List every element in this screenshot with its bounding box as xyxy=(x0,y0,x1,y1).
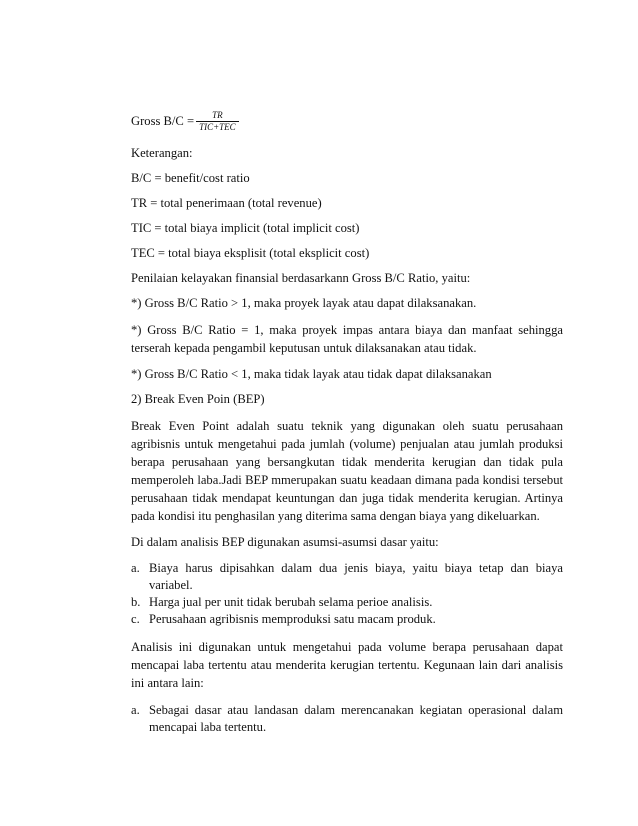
formula-label: Gross B/C = xyxy=(131,113,195,128)
bep-assumptions-list xyxy=(131,560,563,628)
bep-assumptions-intro: Di dalam analisis BEP digunakan asumsi-asumsi dasar yaitu: xyxy=(131,535,439,549)
definition-tic: TIC = total biaya implicit (total implicit cost) xyxy=(131,221,360,235)
list-item xyxy=(131,560,563,594)
definition-tec: TEC = total biaya eksplisit (total eksplicit cost) xyxy=(131,246,370,260)
gross-bc-formula xyxy=(131,106,563,136)
list-item-text: Biaya harus dipisahkan dalam dua jenis biaya, yaitu biaya tetap dan biaya variabel. xyxy=(149,561,563,592)
formula-numerator: TR xyxy=(212,109,223,120)
assessment-intro: Penilaian kelayakan finansial berdasarkann Gross B/C Ratio, yaitu: xyxy=(131,271,471,285)
list-marker: a. xyxy=(131,703,140,717)
bep-definition-paragraph: Break Even Point adalah suatu teknik yang digunakan oleh suatu perusahaan agribisnis untuk mengetahui pada jumlah (volume) penjualan atau jumlah produksi berapa perusahaan yang bersangkutan tidak menderita kerugian dan tidak pula memperoleh laba.Jadi BEP mmerupakan suatu keadaan dimana pada kondisi tersebut perusahaan tidak mendapat keuntungan dan juga tidak menderita kerugian. Artinya pada kondisi itu penghasilan yang diterima sama dengan biaya yang dikeluarkan. xyxy=(131,419,563,523)
list-marker: a. xyxy=(131,561,140,575)
definitions-heading: Keterangan: xyxy=(131,146,193,160)
list-item xyxy=(131,702,563,736)
list-item xyxy=(131,594,563,611)
definition-tr: TR = total penerimaan (total revenue) xyxy=(131,196,322,210)
list-marker: b. xyxy=(131,595,141,609)
bep-uses-paragraph: Analisis ini digunakan untuk mengetahui pada volume berapa perusahaan dapat mencapai laba tertentu atau menderita kerugian tertentu. Kegunaan lain dari analisis ini antara lain: xyxy=(131,640,563,690)
assessment-rule-equal: *) Gross B/C Ratio = 1, maka proyek impas antara biaya dan manfaat sehingga terserah kepada pengambil keputusan untuk dilaksanakan atau tidak. xyxy=(131,323,563,355)
list-item xyxy=(131,611,563,628)
list-item-text: Perusahaan agribisnis memproduksi satu macam produk. xyxy=(149,612,436,626)
formula-fraction xyxy=(196,110,239,133)
bep-heading: 2) Break Even Poin (BEP) xyxy=(131,392,265,406)
list-item-text: Harga jual per unit tidak berubah selama perioe analisis. xyxy=(149,595,433,609)
definition-bc: B/C = benefit/cost ratio xyxy=(131,171,250,185)
list-item-text: Sebagai dasar atau landasan dalam merencanakan kegiatan operasional dalam mencapai laba tertentu. xyxy=(149,703,563,734)
assessment-rule-greater: *) Gross B/C Ratio > 1, maka proyek layak atau dapat dilaksanakan. xyxy=(131,296,477,310)
assessment-rule-less: *) Gross B/C Ratio < 1, maka tidak layak atau tidak dapat dilaksanakan xyxy=(131,367,492,381)
formula-denominator: TIC+TEC xyxy=(199,121,236,132)
bep-uses-list xyxy=(131,702,563,736)
document-content xyxy=(131,106,563,746)
list-marker: c. xyxy=(131,612,140,626)
